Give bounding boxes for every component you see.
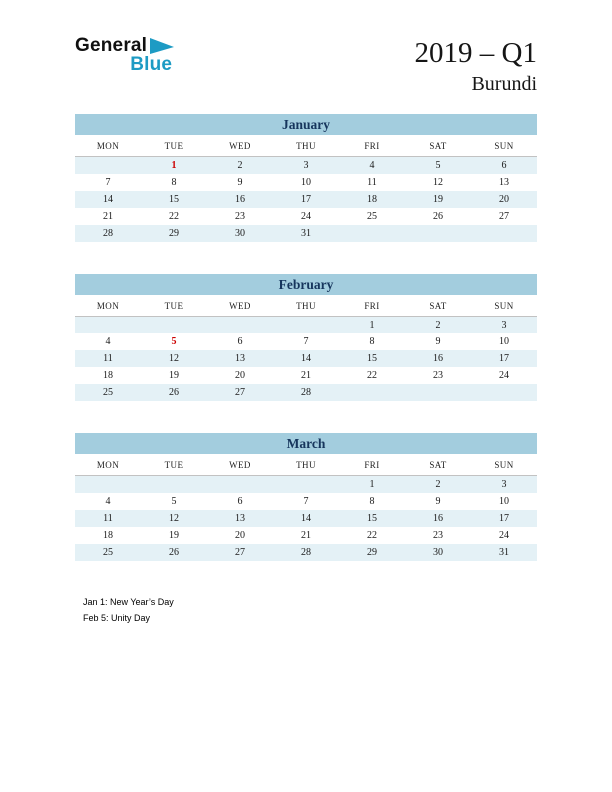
month-grid: [75, 454, 537, 561]
date-cell: 5: [171, 336, 177, 348]
date-cell: 17: [499, 353, 509, 365]
date-cell: 17: [499, 512, 509, 524]
weekday-label: MON: [75, 295, 141, 317]
weekday-label: THU: [273, 295, 339, 317]
weekday-label: FRI: [339, 295, 405, 317]
date-cell: 11: [103, 512, 113, 524]
date-cell: 29: [367, 546, 377, 558]
month-title: January: [75, 114, 537, 135]
date-cell: 24: [499, 370, 509, 382]
date-cell: 21: [301, 370, 311, 382]
empty-cell: [273, 316, 339, 333]
date-cell: 22: [169, 210, 179, 222]
month-march: [75, 433, 537, 561]
holiday-note: Jan 1: New Year’s Day: [83, 596, 174, 607]
week-row: [75, 157, 537, 174]
date-cell: 1: [171, 160, 177, 172]
date-cell: 31: [499, 546, 509, 558]
date-cell: 28: [301, 546, 311, 558]
date-cell: 23: [433, 529, 443, 541]
date-cell: 20: [235, 529, 245, 541]
date-cell: 21: [301, 529, 311, 541]
date-cell: 7: [303, 336, 309, 348]
week-row: [75, 225, 537, 242]
week-row: [75, 174, 537, 191]
date-cell: 10: [499, 336, 509, 348]
logo-triangle-icon: [150, 38, 174, 54]
date-cell: 19: [433, 193, 443, 205]
week-row: [75, 367, 537, 384]
date-cell: 12: [433, 176, 443, 188]
date-cell: 9: [435, 495, 441, 507]
weekday-label: SUN: [471, 135, 537, 157]
date-cell: 8: [369, 336, 375, 348]
date-cell: 1: [369, 319, 375, 331]
date-cell: 2: [435, 319, 441, 331]
empty-cell: [207, 476, 273, 493]
weekday-label: SAT: [405, 295, 471, 317]
week-row: [75, 493, 537, 510]
date-cell: 19: [169, 529, 179, 541]
weekday-label: WED: [207, 454, 273, 476]
date-cell: 3: [501, 479, 507, 491]
date-cell: 4: [105, 336, 111, 348]
weekday-label: MON: [75, 454, 141, 476]
date-cell: 14: [301, 353, 311, 365]
empty-cell: [339, 225, 405, 242]
date-cell: 23: [433, 370, 443, 382]
date-cell: 16: [235, 193, 245, 205]
date-cell: 6: [237, 495, 243, 507]
date-cell: 14: [301, 512, 311, 524]
weekday-row: [75, 135, 537, 157]
logo-text-blue: Blue: [130, 54, 173, 75]
empty-cell: [471, 225, 537, 242]
date-cell: 22: [367, 529, 377, 541]
week-row: [75, 191, 537, 208]
date-cell: 27: [235, 387, 245, 399]
empty-cell: [339, 384, 405, 401]
weekday-label: TUE: [141, 295, 207, 317]
quarter-title: 2019 – Q1: [414, 37, 537, 69]
date-cell: 19: [169, 370, 179, 382]
week-row: [75, 316, 537, 333]
weekday-label: TUE: [141, 135, 207, 157]
date-cell: 13: [235, 512, 245, 524]
date-cell: 6: [501, 160, 507, 172]
date-cell: 26: [169, 546, 179, 558]
date-cell: 2: [237, 160, 243, 172]
month-grid: [75, 295, 537, 402]
empty-cell: [405, 225, 471, 242]
date-cell: 13: [499, 176, 509, 188]
date-cell: 24: [499, 529, 509, 541]
date-cell: 27: [235, 546, 245, 558]
date-cell: 1: [369, 479, 375, 491]
date-cell: 12: [169, 353, 179, 365]
country-subtitle: Burundi: [471, 73, 537, 96]
date-cell: 25: [103, 387, 113, 399]
weekday-row: [75, 295, 537, 317]
date-cell: 30: [235, 227, 245, 239]
date-cell: 4: [105, 495, 111, 507]
date-cell: 11: [103, 353, 113, 365]
empty-cell: [273, 476, 339, 493]
empty-cell: [141, 476, 207, 493]
date-cell: 13: [235, 353, 245, 365]
date-cell: 16: [433, 353, 443, 365]
week-row: [75, 544, 537, 561]
date-cell: 22: [367, 370, 377, 382]
date-cell: 20: [499, 193, 509, 205]
weekday-row: [75, 454, 537, 476]
date-cell: 20: [235, 370, 245, 382]
date-cell: 23: [235, 210, 245, 222]
date-cell: 30: [433, 546, 443, 558]
weekday-label: SAT: [405, 135, 471, 157]
date-cell: 11: [367, 176, 377, 188]
weekday-label: MON: [75, 135, 141, 157]
date-cell: 4: [369, 160, 375, 172]
date-cell: 18: [103, 529, 113, 541]
date-cell: 10: [301, 176, 311, 188]
empty-cell: [141, 316, 207, 333]
weekday-label: FRI: [339, 135, 405, 157]
week-row: [75, 384, 537, 401]
date-cell: 12: [169, 512, 179, 524]
month-january: [75, 114, 537, 242]
week-row: [75, 208, 537, 225]
date-cell: 16: [433, 512, 443, 524]
holiday-note: Feb 5: Unity Day: [83, 612, 151, 623]
date-cell: 18: [103, 370, 113, 382]
weekday-label: TUE: [141, 454, 207, 476]
date-cell: 10: [499, 495, 509, 507]
empty-cell: [75, 316, 141, 333]
date-cell: 9: [237, 176, 243, 188]
general-blue-logo: [75, 36, 174, 74]
weekday-label: WED: [207, 295, 273, 317]
weekday-label: SUN: [471, 295, 537, 317]
date-cell: 31: [301, 227, 311, 239]
month-grid: [75, 135, 537, 242]
date-cell: 27: [499, 210, 509, 222]
title-block: [415, 38, 537, 96]
date-cell: 26: [433, 210, 443, 222]
date-cell: 14: [103, 193, 113, 205]
date-cell: 5: [171, 495, 177, 507]
weekday-label: FRI: [339, 454, 405, 476]
date-cell: 17: [301, 193, 311, 205]
date-cell: 28: [301, 387, 311, 399]
date-cell: 21: [103, 210, 113, 222]
date-cell: 24: [301, 210, 311, 222]
date-cell: 29: [169, 227, 179, 239]
page-header: [75, 36, 537, 96]
weekday-label: SUN: [471, 454, 537, 476]
date-cell: 8: [171, 176, 177, 188]
empty-cell: [471, 384, 537, 401]
logo-text-general: General: [75, 35, 148, 56]
date-cell: 8: [369, 495, 375, 507]
week-row: [75, 476, 537, 493]
date-cell: 25: [103, 546, 113, 558]
weekday-label: SAT: [405, 454, 471, 476]
weekday-label: WED: [207, 135, 273, 157]
date-cell: 7: [105, 176, 111, 188]
empty-cell: [75, 476, 141, 493]
week-row: [75, 333, 537, 350]
date-cell: 15: [367, 353, 377, 365]
holiday-notes: [75, 597, 537, 623]
date-cell: 5: [435, 160, 441, 172]
date-cell: 2: [435, 479, 441, 491]
date-cell: 6: [237, 336, 243, 348]
date-cell: 9: [435, 336, 441, 348]
date-cell: 18: [367, 193, 377, 205]
date-cell: 15: [367, 512, 377, 524]
empty-cell: [405, 384, 471, 401]
date-cell: 15: [169, 193, 179, 205]
weekday-label: THU: [273, 135, 339, 157]
weekday-label: THU: [273, 454, 339, 476]
date-cell: 25: [367, 210, 377, 222]
empty-cell: [75, 157, 141, 174]
month-title: March: [75, 433, 537, 454]
week-row: [75, 350, 537, 367]
month-february: [75, 274, 537, 402]
date-cell: 3: [501, 319, 507, 331]
date-cell: 7: [303, 495, 309, 507]
week-row: [75, 527, 537, 544]
date-cell: 3: [303, 160, 309, 172]
month-title: February: [75, 274, 537, 295]
week-row: [75, 510, 537, 527]
date-cell: 26: [169, 387, 179, 399]
date-cell: 28: [103, 227, 113, 239]
calendar-months: [75, 114, 537, 561]
empty-cell: [207, 316, 273, 333]
